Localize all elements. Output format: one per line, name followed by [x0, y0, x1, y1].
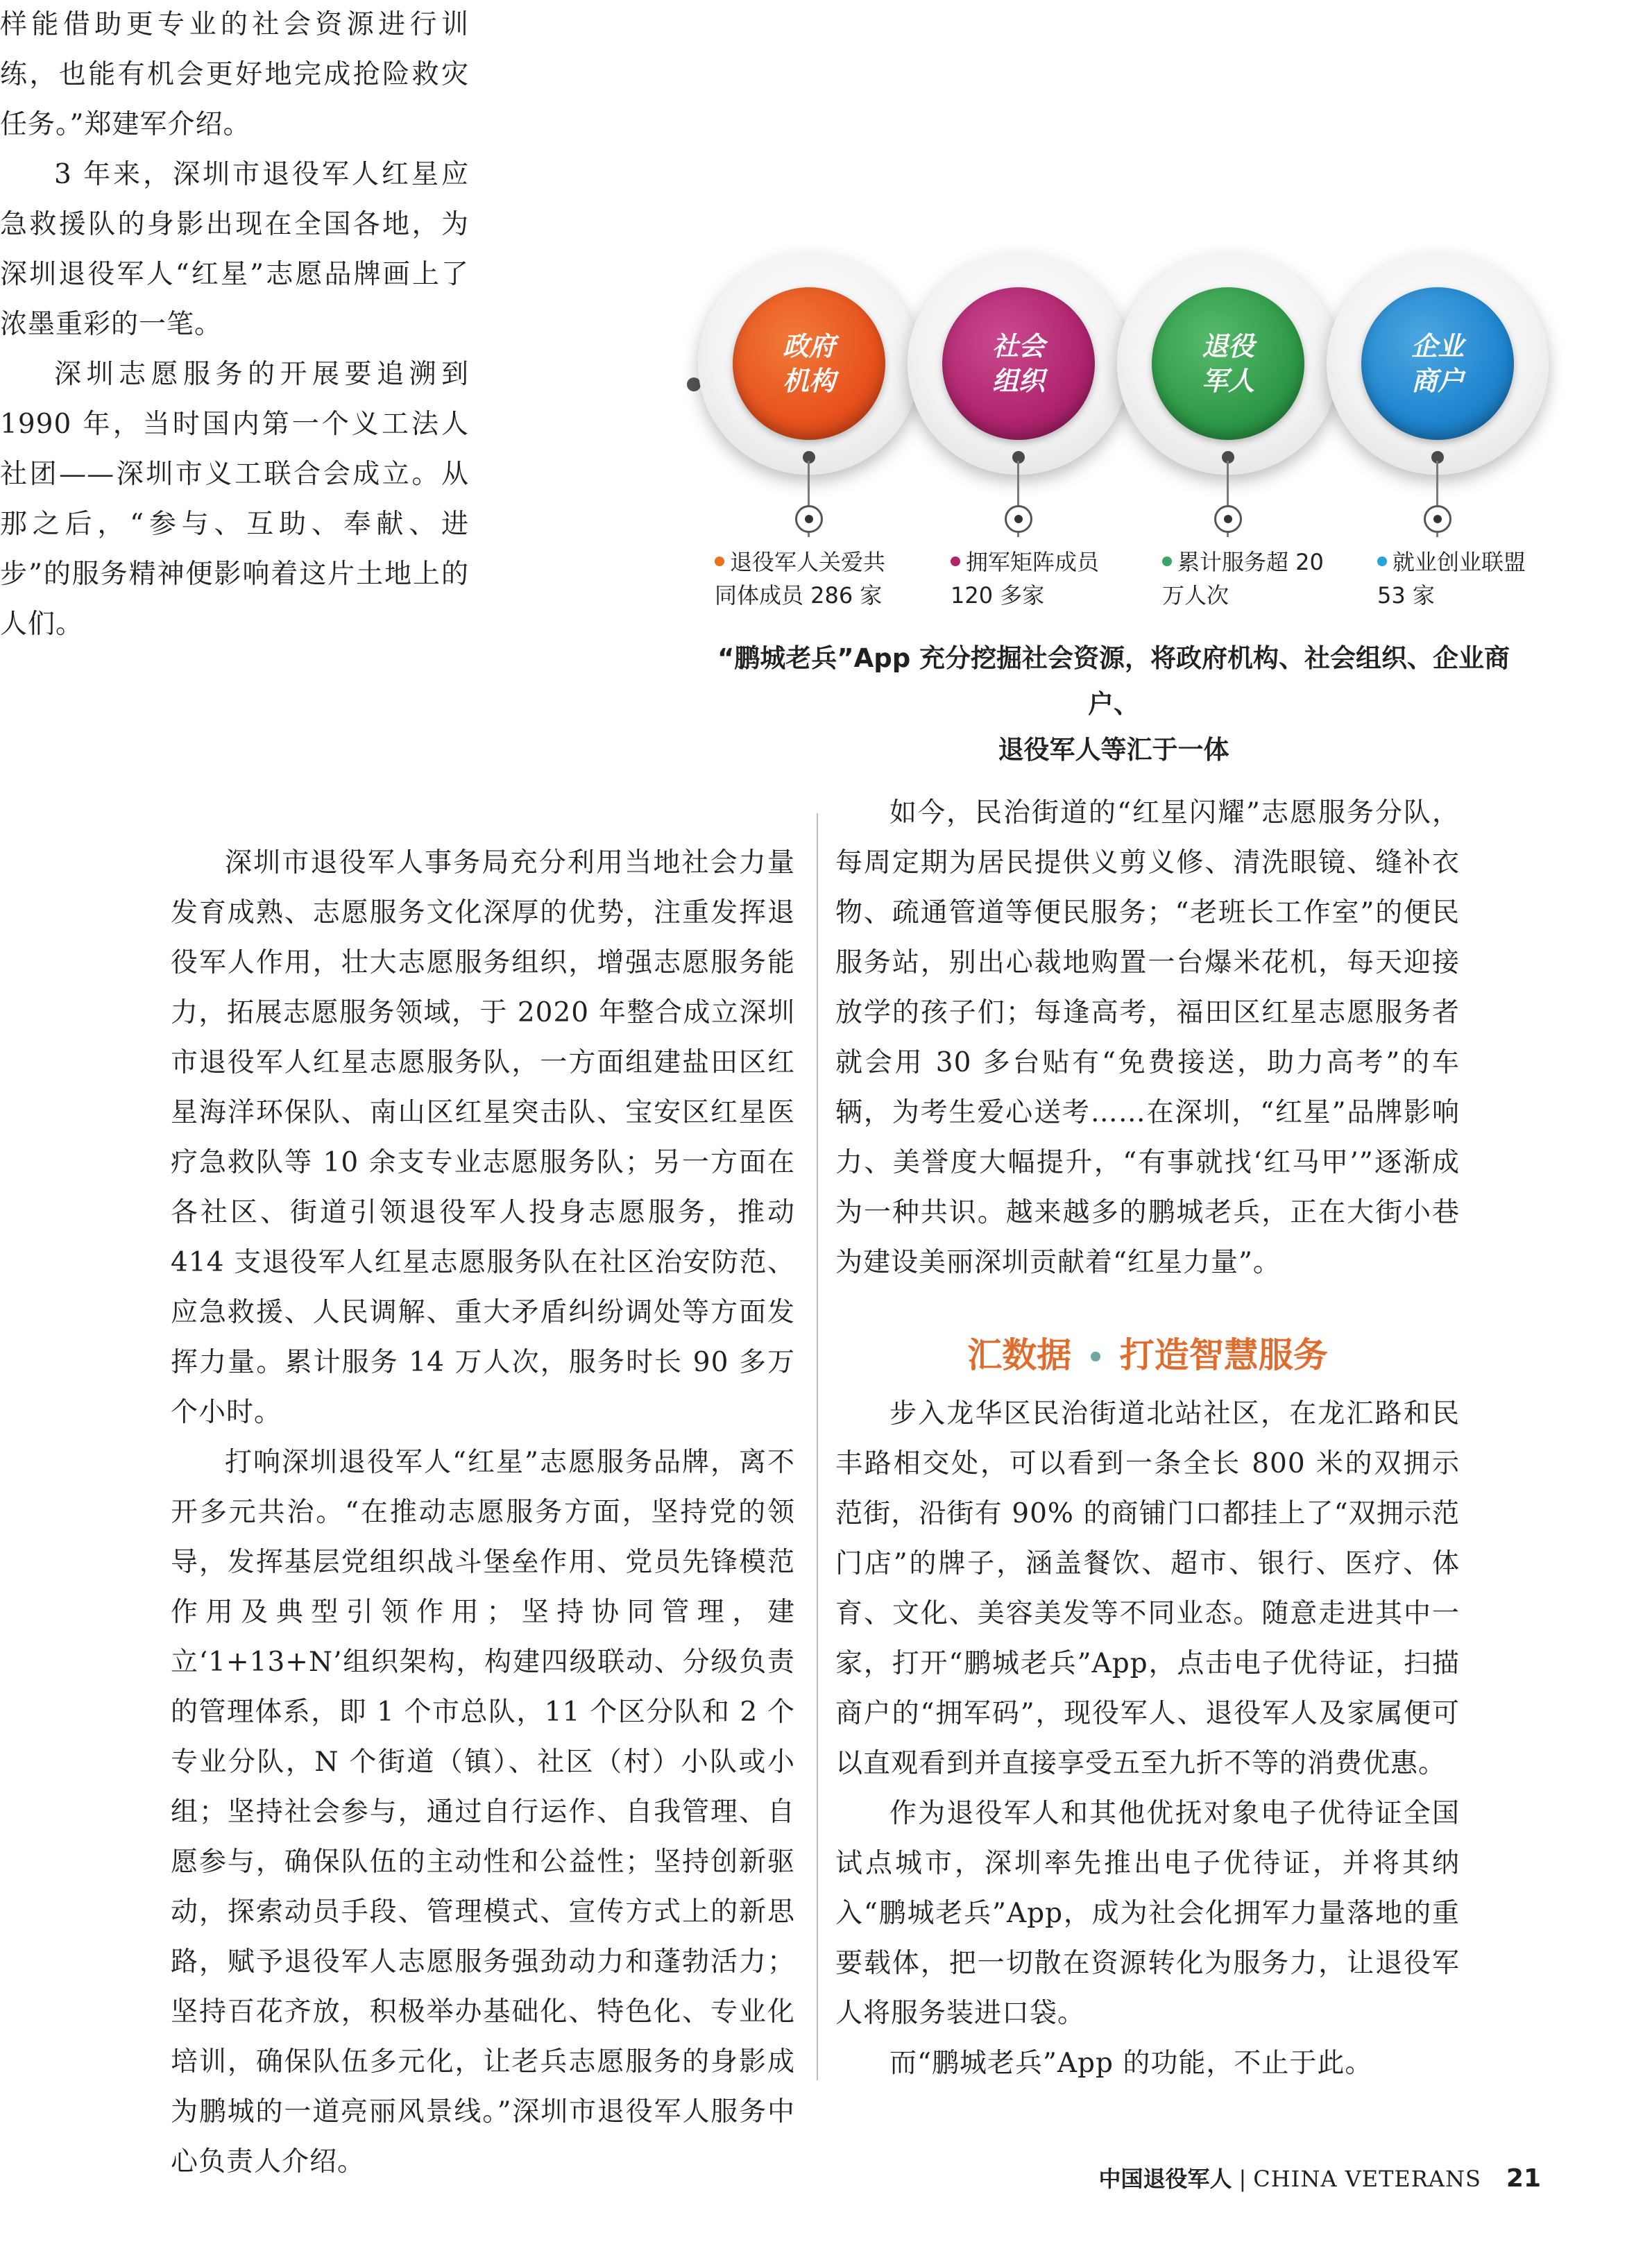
- stat-text: 就业创业联盟: [1393, 549, 1526, 575]
- stat-item: [951, 545, 1159, 612]
- circle-label: 商户: [1411, 366, 1464, 396]
- figure-caption: [694, 636, 1533, 773]
- body-paragraph: 步入龙华区民治街道北站社区，在龙汇路和民丰路相交处，可以看到一条全长 800 米的双拥示范街，沿街有 90% 的商铺门口都挂上了“双拥示范门店”的牌子，涵盖餐饮、超市、银行、医疗、体育、文化、美容美发等不同业态。随意走进其中一家，打开“鹏城老兵”App，点击电子优待证，扫描商户的“拥军码”，现役军人、退役军人及家属便可以直观看到并直接享受五至九折不等的消费优惠。: [835, 1398, 1460, 1779]
- stat-item: [715, 545, 923, 612]
- body-paragraph: 样能借助更专业的社会资源进行训练，也能有机会更好地完成抢险救灾任务。”郑建军介绍。: [0, 9, 469, 140]
- circle-label: 政府: [782, 331, 835, 362]
- infographic-diagram: [687, 253, 1547, 544]
- bullet-dot-icon: [951, 557, 960, 566]
- left-column-upper: [0, 0, 469, 649]
- magazine-name-cn: 中国退役军人: [1098, 2166, 1232, 2192]
- circle-social-organizations: [942, 287, 1095, 440]
- body-paragraph: 3 年来，深圳市退役军人红星应急救援队的身影出现在全国各地，为深圳退役军人“红星”志愿品牌画上了浓墨重彩的一笔。: [0, 159, 469, 340]
- stat-text: 万人次: [1162, 582, 1229, 609]
- bullet-dot-icon: [715, 557, 724, 566]
- circle-government-agencies: [733, 287, 885, 440]
- stat-text: 退役军人关爱共: [730, 549, 886, 575]
- right-column: [835, 788, 1460, 1288]
- stat-text: 120 多家: [951, 582, 1045, 609]
- body-paragraph: 如今，民治街道的“红星闪耀”志愿服务分队，每周定期为居民提供义剪义修、清洗眼镜、缝补衣物、疏通管道等便民服务；“老班长工作室”的便民服务站，别出心裁地购置一台爆米花机，每天迎接放学的孩子们；每逢高考，福田区红星志愿服务者就会用 30 多台贴有“免费接送，助力高考”的车辆，为考生爱心送考……在深圳，“红星”品牌影响力、美誉度大幅提升，“有事就找‘红马甲’”逐渐成为一种共识。越来越多的鹏城老兵，正在大街小巷为建设美丽深圳贡献着“红星力量”。: [835, 797, 1460, 1278]
- footer-separator: |: [1238, 2166, 1247, 2192]
- circle-label: 军人: [1201, 366, 1254, 396]
- stat-text: 同体成员 286 家: [715, 582, 883, 609]
- target-icon: [1214, 505, 1242, 533]
- page-number: 21: [1506, 2164, 1541, 2193]
- stat-text: 拥军矩阵成员: [966, 549, 1100, 575]
- target-icon: [1424, 505, 1451, 533]
- right-column-lower: [835, 1389, 1460, 2089]
- body-paragraph: 深圳市退役军人事务局充分利用当地社会力量发育成熟、志愿服务文化深厚的优势，注重发挥退役军人作用，壮大志愿服务组织，增强志愿服务能力，拓展志愿服务领域，于 2020 年整合成立深圳市退役军人红星志愿服务队，一方面组建盐田区红星海洋环保队、南山区红星突击队、宝安区红星医疗急救队等 10 余支专业志愿服务队；另一方面在各社区、街道引领退役军人投身志愿服务，推动 414 支退役军人红星志愿服务队在社区治安防范、应急救援、人民调解、重大矛盾纠纷调处等方面发挥力量。累计服务 14 万人次，服务时长 90 多万个小时。: [171, 847, 795, 1428]
- stat-item: [1162, 545, 1370, 612]
- section-heading: [835, 1331, 1460, 1382]
- body-paragraph: 而“鹏城老兵”App 的功能，不止于此。: [889, 2048, 1373, 2079]
- target-icon: [795, 505, 823, 533]
- circle-veterans: [1152, 287, 1304, 440]
- circle-label: 企业: [1411, 331, 1464, 362]
- page-footer: [1098, 2164, 1541, 2194]
- stat-text: 累计服务超 20: [1177, 549, 1324, 575]
- section-heading-left: 汇数据: [967, 1335, 1072, 1375]
- bullet-dot-icon: [1377, 557, 1387, 566]
- stat-text: 53 家: [1377, 582, 1435, 609]
- column-divider: [817, 813, 818, 2080]
- magazine-name-en: CHINA VETERANS: [1253, 2166, 1481, 2192]
- stat-item: [1377, 545, 1585, 612]
- section-heading-separator: •: [1087, 1342, 1105, 1374]
- caption-line: “鹏城老兵”App 充分挖掘社会资源，将政府机构、社会组织、企业商户、: [717, 643, 1510, 719]
- circle-label: 社会: [991, 331, 1045, 362]
- caption-line: 退役军人等汇于一体: [998, 735, 1229, 765]
- bullet-dot-icon: [1162, 557, 1172, 566]
- circle-label: 机构: [782, 366, 835, 396]
- target-icon: [1005, 505, 1032, 533]
- circle-enterprises: [1361, 287, 1514, 440]
- body-paragraph: 作为退役军人和其他优抚对象电子优待证全国试点城市，深圳率先推出电子优待证，并将其纳入“鹏城老兵”App，成为社会化拥军力量落地的重要载体，把一切散在资源转化为服务力，让退役军人将服务装进口袋。: [835, 1798, 1460, 2029]
- left-column-main: [171, 838, 795, 2187]
- body-paragraph: 深圳志愿服务的开展要追溯到 1990 年，当时国内第一个义工法人社团——深圳市义工联合会成立。从那之后，“参与、互助、奉献、进步”的服务精神便影响着这片土地上的人们。: [0, 359, 469, 640]
- body-paragraph: 打响深圳退役军人“红星”志愿服务品牌，离不开多元共治。“在推动志愿服务方面，坚持党的领导，发挥基层党组织战斗堡垒作用、党员先锋模范作用及典型引领作用；坚持协同管理，建立‘1+13+N’组织架构，构建四级联动、分级负责的管理体系，即 1 个市总队，11 个区分队和 2 个专业分队，N 个街道（镇）、社区（村）小队或小组；坚持社会参与，通过自行运作、自我管理、自愿参与，确保队伍的主动性和公益性；坚持创新驱动，探索动员手段、管理模式、宣传方式上的新思路，赋予退役军人志愿服务强劲动力和蓬勃活力；坚持百花齐放，积极举办基础化、特色化、专业化培训，确保队伍多元化，让老兵志愿服务的身影成为鹏城的一道亮丽风景线。”深圳市退役军人服务中心负责人介绍。: [171, 1447, 795, 2177]
- circle-label: 组织: [991, 366, 1045, 396]
- circle-label: 退役: [1201, 331, 1254, 362]
- section-heading-right: 打造智慧服务: [1119, 1335, 1328, 1375]
